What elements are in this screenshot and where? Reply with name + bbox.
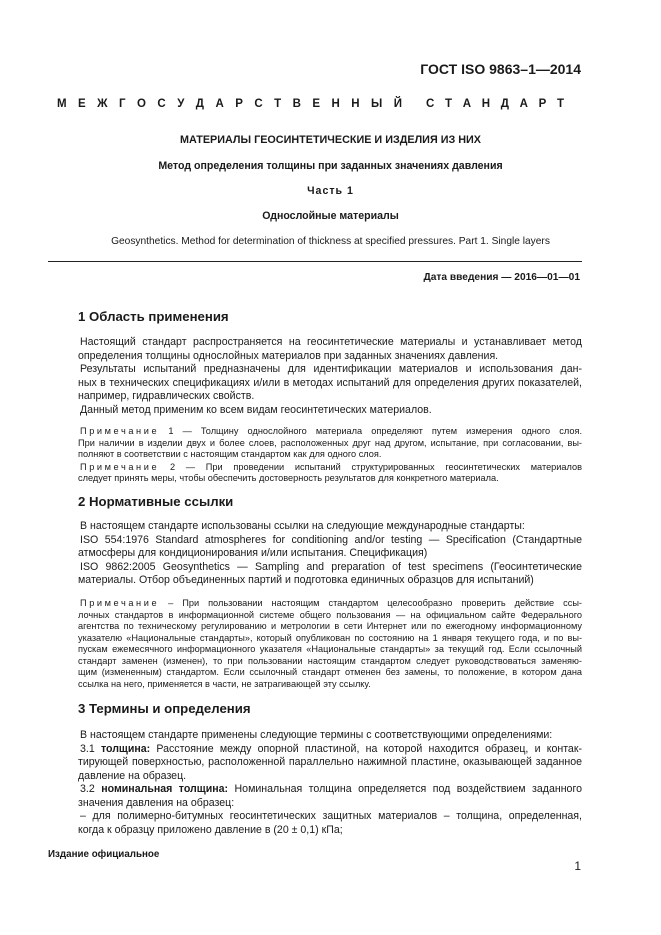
s2-note-line-3: агентства по техническому регулированию и метрологии в сети Интернет или по ежегодному информационному: [78, 621, 582, 631]
s2-note-line-1: [80, 598, 582, 610]
s1-note-1-line-2: При наличии в изделии двух и более слоев, расположенных друг над другом, испытание, при согласовании, вы-: [78, 437, 582, 448]
document-subtitle: Метод определения толщины при заданных значениях давления: [158, 160, 503, 172]
term-3-2-dash-1-line-1: – для полимерно-битумных геосинтетических защитных материалов – толщина, определенная,: [80, 810, 582, 822]
section-1-heading: 1 Область применения: [78, 309, 229, 324]
note-label: Примечание: [80, 461, 160, 472]
banner-word-1: М Е Ж Г О С У Д А Р С Т В Е Н Н Ы Й: [57, 98, 402, 110]
term-name: толщина:: [100, 742, 151, 755]
part-label: Часть 1: [307, 185, 354, 197]
english-title: Geosynthetics. Method for determination of thickness at specified pressures. Part 1. Single layers: [111, 236, 550, 247]
document-code: ГОСТ ISO 9863–1—2014: [420, 61, 581, 77]
term-3-1-line-2: тирующей поверхностью, расположенной параллельно нажимной пластине, оказывающей заданное: [78, 756, 582, 768]
term-3-2-line-1: [80, 783, 582, 797]
edition-label: Издание официальное: [48, 849, 160, 860]
note-text: 1 — Толщину однослойного материала определяют путем измерения одного слоя.: [168, 426, 582, 436]
note-label: Примечание: [80, 426, 160, 436]
s2-note-line-5: пускам ежемесячного информационного указателя «Национальные стандарты» за текущий год. Если ссылочный: [78, 644, 582, 654]
term-number: 3.2: [80, 783, 95, 795]
s1-note-1-line-1: [80, 426, 582, 438]
s1-paragraph-2-line-3: например, гидравлических свойств.: [78, 390, 255, 402]
s1-paragraph-2-line-1: Результаты испытаний предназначены для идентификации материалов и использования дан-: [80, 363, 582, 375]
s1-note-2-line-1: [80, 462, 582, 474]
note-label: Примечание: [80, 598, 160, 608]
term-number: 3.1: [80, 742, 95, 755]
s1-paragraph-1-line-1: Настоящий стандарт распространяется на геосинтетические материалы и устанавливает метод: [80, 336, 582, 348]
s1-paragraph-1-line-2: определения толщины однослойных материалов при заданных значениях давления.: [78, 349, 499, 362]
s2-ref-1-line-1: ISO 554:1976 Standard atmospheres for conditioning and/or testing — Specification (Стандартные: [80, 533, 582, 546]
s2-ref-2-line-1: ISO 9862:2005 Geosynthetics — Sampling and preparation of test specimens (Геосинтетические: [80, 560, 582, 573]
s2-note-line-2: лочных стандартов в информационной системе общего пользования — на официальном сайте Федерального: [78, 609, 582, 620]
s2-note-line-6: стандарт заменен (изменен), то при пользовании настоящим стандартом следует руководствоваться заменяю-: [78, 655, 582, 666]
part-title: Однослойные материалы: [262, 210, 399, 222]
s2-ref-2-line-2: материалы. Отбор объединенных партий и подготовка единичных образцов для испытаний): [78, 574, 534, 586]
s1-note-2-line-2: следует принять меры, чтобы обеспечить достоверность результатов для конкретного материала.: [78, 473, 499, 483]
introduction-date: Дата введения — 2016—01—01: [423, 272, 580, 283]
s2-note-line-7: щим (измененным) стандартом. Если ссылочный стандарт отменен без замены, то положение, в котором дана: [78, 667, 582, 677]
term-3-1-line-3: давление на образец.: [78, 769, 187, 782]
term-definition: Номинальная толщина определяется под воздействием заданного: [234, 783, 582, 795]
section-2-heading: 2 Нормативные ссылки: [78, 494, 234, 509]
s3-intro: В настоящем стандарте применены следующие термины с соответствующими определениями:: [80, 729, 553, 741]
s1-paragraph-3: Данный метод применим ко всем видам геосинтетических материалов.: [80, 403, 432, 416]
page-number: 1: [574, 859, 581, 873]
banner-word-2: С Т А Н Д А Р Т: [426, 98, 564, 110]
section-3-heading: 3 Термины и определения: [78, 701, 251, 716]
term-3-2-line-2: значения давления на образец:: [78, 796, 235, 809]
s2-intro: В настоящем стандарте использованы ссылки на следующие международные стандарты:: [80, 520, 525, 532]
header-rule: [48, 261, 582, 262]
term-name: номинальная толщина:: [101, 783, 229, 795]
note-text: 2 — При проведении испытаний структурированных геосинтетических материалов: [169, 461, 582, 472]
s2-ref-1-line-2: атмосферы для кондиционирования и/или испытания. Спецификация): [78, 547, 428, 559]
s1-paragraph-2-line-2: ных в технических спецификациях и/или в методах испытаний для определения других показателей,: [78, 376, 582, 389]
s1-note-1-line-3: полняют в соответствии с настоящим стандартом как для одного слоя.: [78, 449, 382, 459]
term-3-2-dash-1-line-2: когда к образцу приложено давление в (20 ± 0,1) кПа;: [78, 823, 343, 836]
note-text: – При пользовании настоящим стандартом целесообразно проверить действие ссы-: [168, 598, 582, 608]
term-definition: Расстояние между опорной пластиной, на которой находится образец, и контак-: [156, 742, 582, 755]
s2-note-line-4: указателю «Национальные стандарты», который опубликован по состоянию на 1 января текущего года, и по вы-: [78, 632, 582, 643]
document-title: МАТЕРИАЛЫ ГЕОСИНТЕТИЧЕСКИЕ И ИЗДЕЛИЯ ИЗ НИХ: [179, 134, 481, 146]
term-3-1-line-1: [80, 743, 582, 757]
standard-banner: [57, 98, 564, 110]
s2-note-line-8: ссылка на него, применяется в части, не затрагивающей эту ссылку.: [78, 678, 371, 689]
